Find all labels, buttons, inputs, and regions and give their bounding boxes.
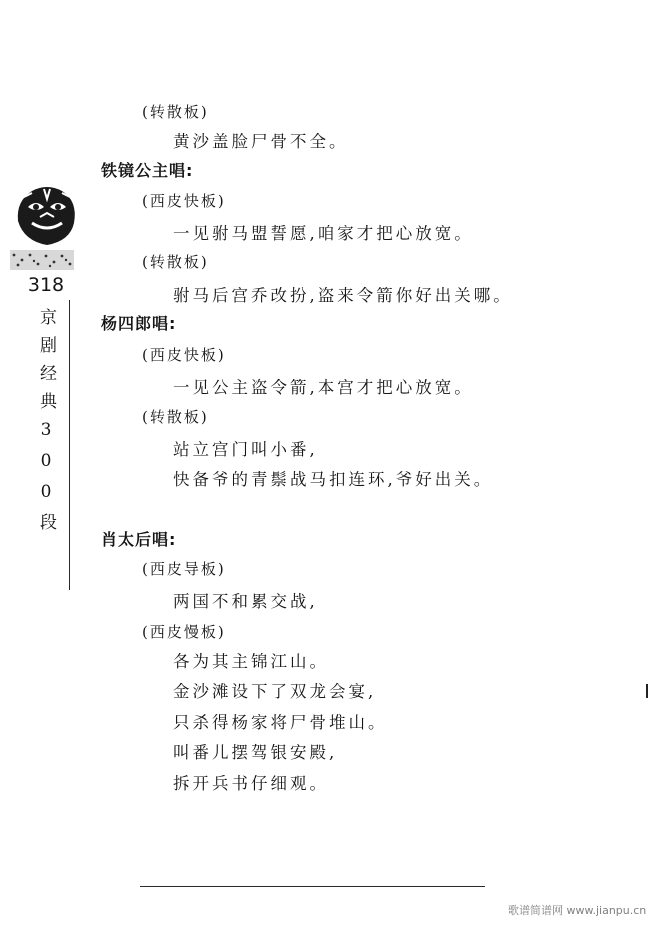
lyric-line: 金沙滩设下了双龙会宴, [173,682,377,701]
opera-mask-icon [14,183,80,249]
tempo-marking: (西皮快板) [142,346,226,364]
dot-band [10,250,74,270]
lyric-line: 拆开兵书仔细观。 [173,774,329,793]
tempo-marking: (西皮快板) [142,192,226,210]
watermark: 歌谱简谱网 www.jianpu.cn [508,904,647,917]
tempo-marking: (西皮慢板) [142,623,226,641]
lyric-line: 只杀得杨家将尸骨堆山。 [173,713,388,732]
tempo-marking: (转散板) [142,408,209,426]
lyric-line: 快备爷的青鬃战马扣连环,爷好出关。 [173,470,494,489]
tempo-marking: (西皮导板) [142,560,226,578]
page-number: 318 [27,274,65,296]
tempo-marking: (转散板) [142,103,209,121]
lyric-line: 各为其主锦江山。 [173,652,329,671]
margin-rule [69,300,70,590]
singer-heading: 铁镜公主唱: [101,161,194,180]
lyric-line: 叫番儿摆驾银安殿, [173,743,338,762]
lyric-line: 黄沙盖脸尸骨不全。 [173,132,349,151]
bottom-rule [140,886,485,887]
book-title: 京剧经典300段 [36,308,56,541]
lyric-line: 两国不和累交战, [173,592,318,611]
lyric-line: 一见公主盗令箭,本宫才把心放宽。 [173,378,474,397]
margin-tick [646,684,648,698]
lyric-line: 驸马后宫乔改扮,盗来令箭你好出关哪。 [173,286,513,305]
singer-heading: 杨四郎唱: [101,314,177,333]
lyric-line: 站立宫门叫小番, [173,440,318,459]
tempo-marking: (转散板) [142,253,209,271]
singer-heading: 肖太后唱: [101,530,177,549]
lyric-line: 一见驸马盟誓愿,咱家才把心放宽。 [173,224,474,243]
